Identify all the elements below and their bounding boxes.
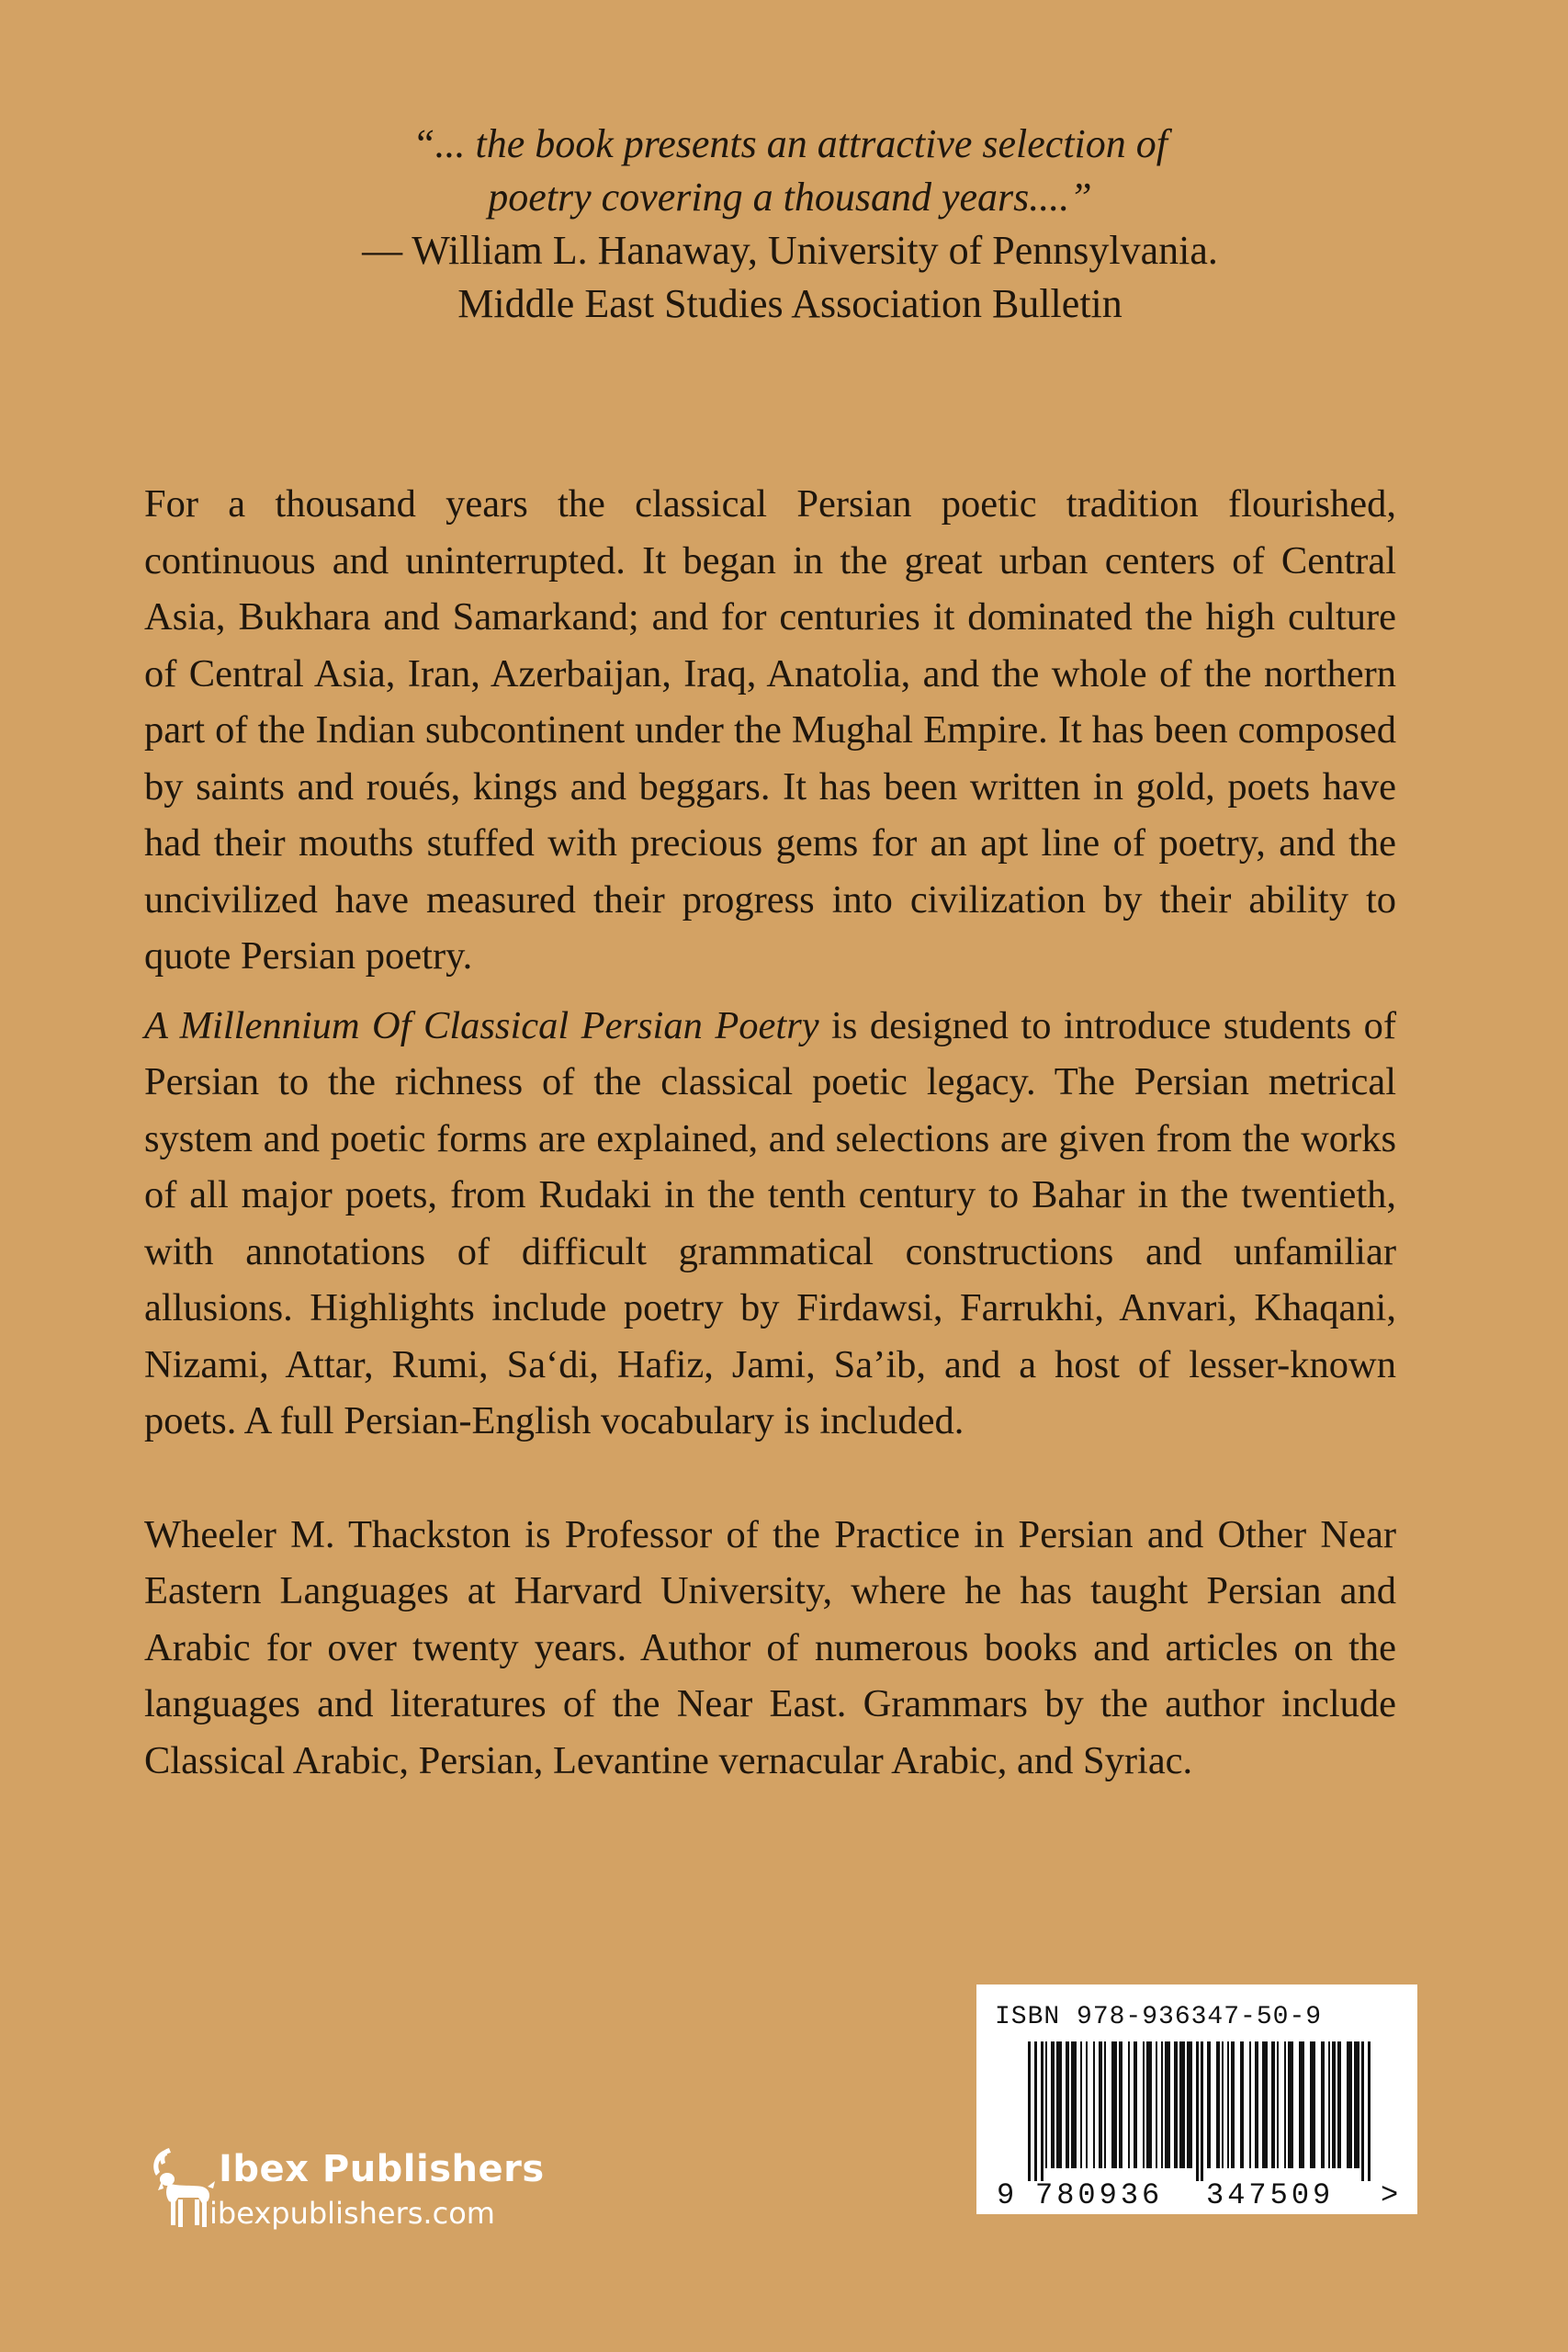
barcode-bar (1028, 2041, 1031, 2181)
barcode-bar (1216, 2041, 1220, 2168)
barcode-bar (1196, 2041, 1199, 2181)
barcode-bar (1056, 2041, 1062, 2168)
barcode-bar (1231, 2041, 1235, 2168)
barcode-digits-right: 347509 (1206, 2178, 1335, 2212)
barcode-bar (1207, 2041, 1211, 2168)
barcode-bar (1288, 2041, 1293, 2168)
review-quote (239, 118, 1341, 331)
barcode-bar (1347, 2041, 1352, 2168)
barcode-bar (1099, 2041, 1102, 2168)
barcode-bar (1041, 2041, 1043, 2181)
barcode-bar (1071, 2041, 1077, 2168)
barcode-bar (1086, 2041, 1088, 2168)
publisher-url: ibexpublishers.com (209, 2196, 495, 2231)
barcode-bar (1066, 2041, 1069, 2168)
barcode-bar (1299, 2041, 1304, 2168)
quote-attribution-1: — William L. Hanaway, University of Pennsylvania. (362, 228, 1218, 273)
barcode-bar (1093, 2041, 1095, 2168)
barcode-bar (1328, 2041, 1330, 2168)
barcode-bar (1240, 2041, 1244, 2168)
barcode-bar (1080, 2041, 1082, 2168)
barcode-bar (1284, 2041, 1286, 2168)
description-paragraph-1: For a thousand years the classical Persian poetic tradition flourished, continuous and uninterrupted. It began in the great urban centers of Central Asia, Bukhara and Samarkand; and for centuries it dominated the high culture of Central Asia, Iran, Azerbaijan, Iraq, Anatolia, and the whole of the northern part of the Indian subcontinent under the Mughal Empire. It has been composed by saints and roués, kings and beggars. It has been written in gold, poets have had their mouths stuffed with precious gems for an apt line of poetry, and the uncivilized have measured their progress into civilization by their ability to quote Persian poetry. (144, 482, 1396, 978)
author-bio: Wheeler M. Thackston is Professor of the Practice in Persian and Other Near Eastern Languages at Harvard University, where he has taught Persian and Arabic for over twenty years. Author of numerous books and articles on the languages and literatures of the Near East. Grammars by the author include Classical Arabic, Persian, Levantine vernacular Arabic, and Syriac. (144, 1512, 1396, 1782)
barcode-bar (1262, 2041, 1268, 2168)
barcode-bar (1255, 2041, 1258, 2168)
barcode-bar (1174, 2041, 1178, 2168)
barcode-bar (1277, 2041, 1279, 2168)
barcode-bar (1146, 2041, 1152, 2168)
barcode-digit-lead: 9 (997, 2178, 1015, 2212)
barcode-bar (1161, 2041, 1163, 2168)
barcode-bar (1051, 2041, 1055, 2168)
barcode-bar (1034, 2041, 1037, 2181)
barcode-bar (1156, 2041, 1157, 2168)
description-paragraph-2 (144, 998, 1396, 1450)
barcode-bar (1165, 2041, 1170, 2168)
barcode-bar (1187, 2041, 1192, 2168)
barcode-digits-left: 780936 (1035, 2178, 1164, 2212)
barcode-bar (1143, 2041, 1145, 2168)
isbn-label: ISBN 978-936347-50-9 (995, 2003, 1323, 2031)
publisher-logo (138, 2141, 560, 2242)
barcode-bar (1249, 2041, 1251, 2168)
barcode-bar (1128, 2041, 1130, 2168)
quote-attribution-2: Middle East Studies Association Bulletin (457, 281, 1122, 326)
publisher-name: Ibex Publishers (219, 2148, 545, 2190)
barcode-bar (1368, 2041, 1371, 2181)
book-title: A Millennium Of Classical Persian Poetry (144, 1003, 819, 1047)
barcode-bar (1045, 2041, 1047, 2168)
barcode-bar (1321, 2041, 1325, 2168)
description-paragraph-2-text: is designed to introduce students of Persian to the richness of the classical poetic legacy. The Persian metrical system and poetic forms are explained, and selections are given from the works of all major poets, from Rudaki in the tenth century to Bahar in the twentieth, with annotations of difficult grammatical constructions and unfamiliar allusions. Highlights include poetry by Firdawsi, Farrukhi, Anvari, Khaqani, Nizami, Attar, Rumi, Sa‘di, Hafiz, Jami, Sa’ib, and a host of lesser-known poets. A full Persian-English vocabulary is included. (144, 1003, 1397, 1442)
quote-line-1: “... the book presents an attractive selection of (412, 121, 1168, 166)
isbn-barcode (976, 1984, 1417, 2214)
barcode-bar (1111, 2041, 1117, 2168)
barcode-bar (1134, 2041, 1137, 2168)
barcode-bar (1201, 2041, 1203, 2181)
quote-line-2: poetry covering a thousand years....” (488, 175, 1092, 220)
barcode-bar (1119, 2041, 1122, 2168)
ibex-icon (138, 2144, 217, 2233)
barcode-bar (1361, 2041, 1364, 2181)
barcode-bar (1104, 2041, 1106, 2168)
back-cover-text (144, 476, 1396, 1789)
barcode-bar (1354, 2041, 1359, 2168)
barcode-bar (1271, 2041, 1275, 2168)
barcode-addon-mark: > (1381, 2178, 1399, 2212)
barcode-bar (1179, 2041, 1185, 2168)
barcode-bar (1337, 2041, 1341, 2168)
barcode-bar (1332, 2041, 1336, 2168)
barcode-bar (1310, 2041, 1315, 2168)
barcode-bar (1227, 2041, 1229, 2168)
barcode-bar (1222, 2041, 1224, 2168)
